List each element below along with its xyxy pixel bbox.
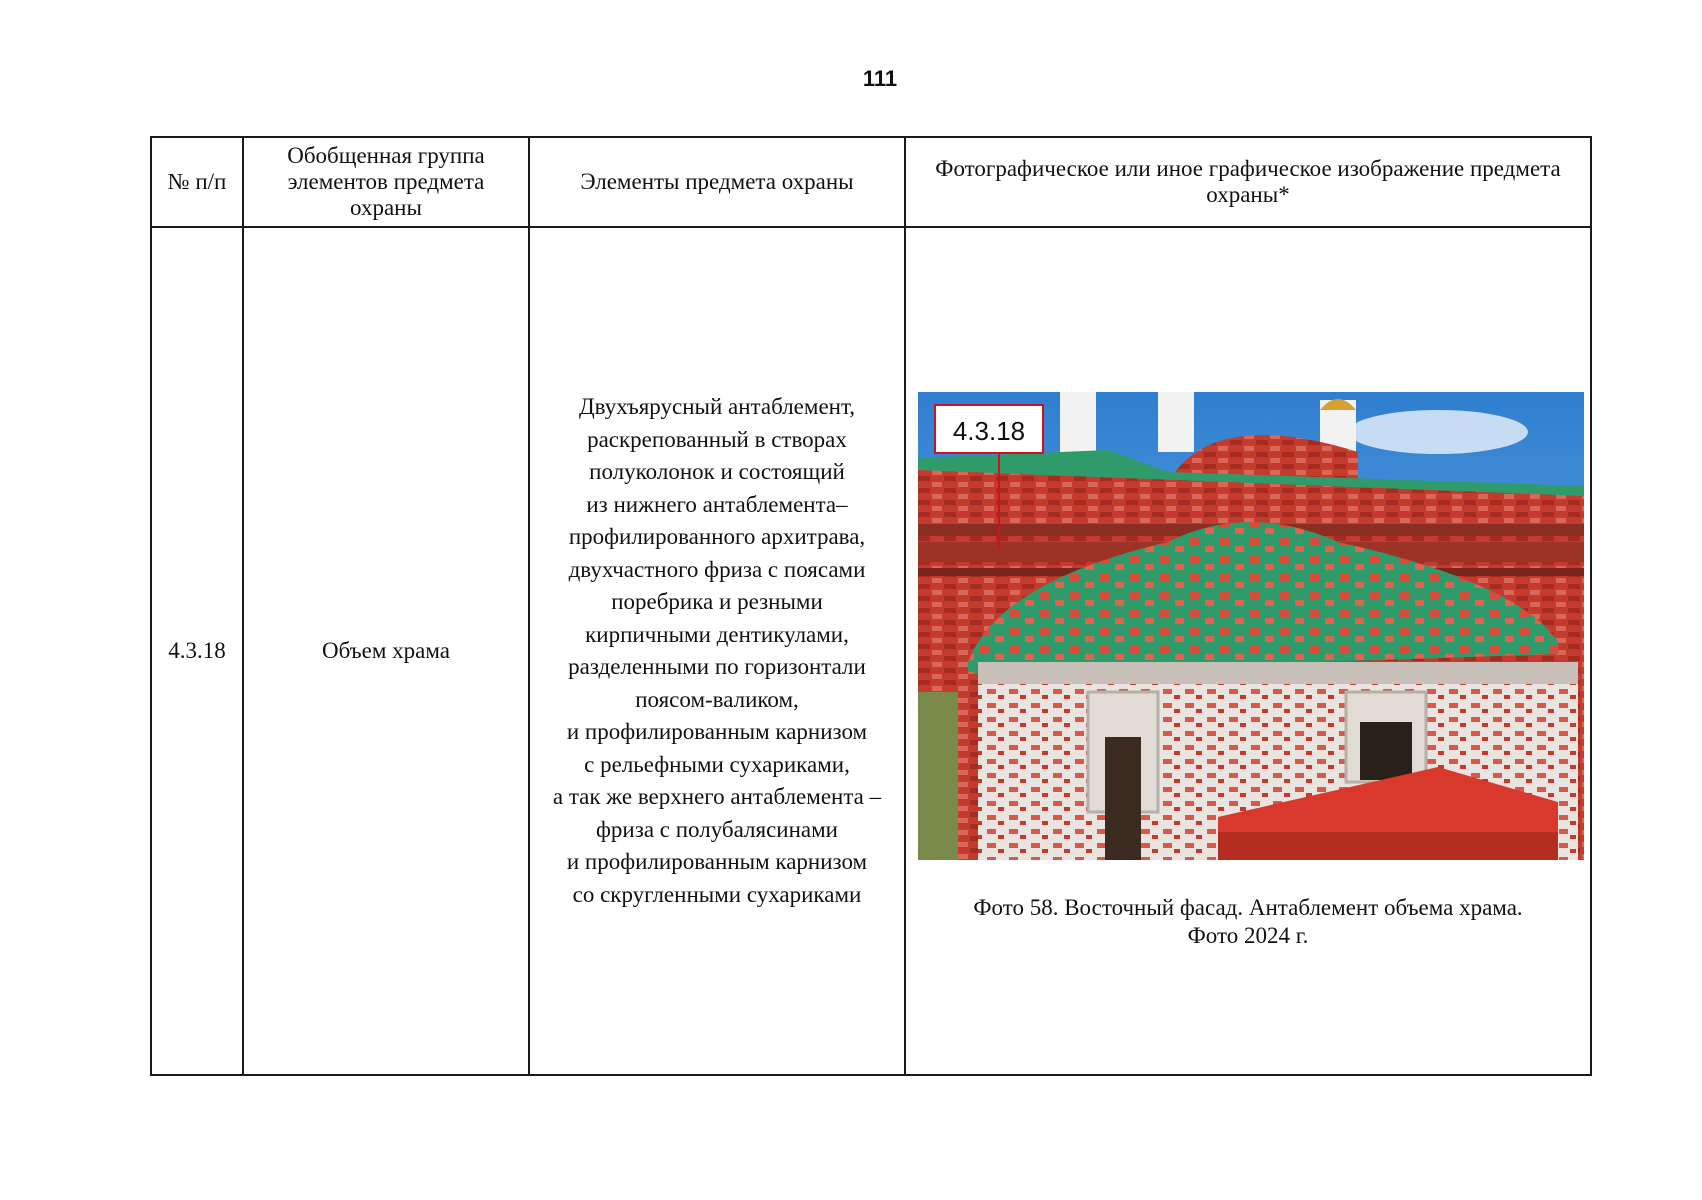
elements-line: из нижнего антаблемента– <box>586 491 848 517</box>
elements-line: поребрика и резными <box>611 589 823 614</box>
elements-line: раскрепованный в створах <box>587 426 847 452</box>
elements-line: Двухъярусный антаблемент, <box>578 394 856 419</box>
elements-line: и профилированным карнизом <box>566 719 868 744</box>
elements-description <box>530 391 904 911</box>
elements-line: фриза с полубалясинами <box>596 816 838 842</box>
caption-line: Фото 2024 г. <box>1187 923 1309 948</box>
row-elements <box>529 227 905 1075</box>
header-image: Фотографическое или иное графическое изображение предмета охраны* <box>905 137 1591 227</box>
church-photo-image <box>918 392 1584 860</box>
row-image-cell <box>905 227 1591 1075</box>
church-photo <box>918 392 1584 860</box>
caption-line: Фото 58. Восточный фасад. Антаблемент объема храма. <box>973 895 1523 920</box>
elements-line: с рельефными сухариками, <box>584 751 850 777</box>
elements-line: кирпичными дентикулами, <box>585 621 849 647</box>
elements-line: со скругленными сухариками <box>572 881 862 907</box>
elements-line: и профилированным карнизом <box>566 849 868 874</box>
elements-line: поясом-валиком, <box>635 686 799 712</box>
photo-label: 4.3.18 <box>934 404 1044 454</box>
header-group: Обобщенная группа элементов предмета охраны <box>243 137 529 227</box>
protection-table <box>150 136 1592 1076</box>
elements-line: двухчастного фриза с поясами <box>568 556 866 582</box>
row-group: Объем храма <box>243 227 529 1075</box>
elements-line: а так же верхнего антаблемента – <box>552 784 882 809</box>
elements-line: полуколонок и состоящий <box>589 459 845 484</box>
elements-line: разделенными по горизонтали <box>568 654 866 679</box>
header-num: № п/п <box>151 137 243 227</box>
page-number: 111 <box>862 66 898 91</box>
row-num: 4.3.18 <box>151 227 243 1075</box>
table-row <box>151 227 1591 1075</box>
header-elements: Элементы предмета охраны <box>529 137 905 227</box>
photo-caption <box>906 894 1590 950</box>
table-header-row <box>151 137 1591 227</box>
elements-line: профилированного архитрава, <box>568 524 866 549</box>
